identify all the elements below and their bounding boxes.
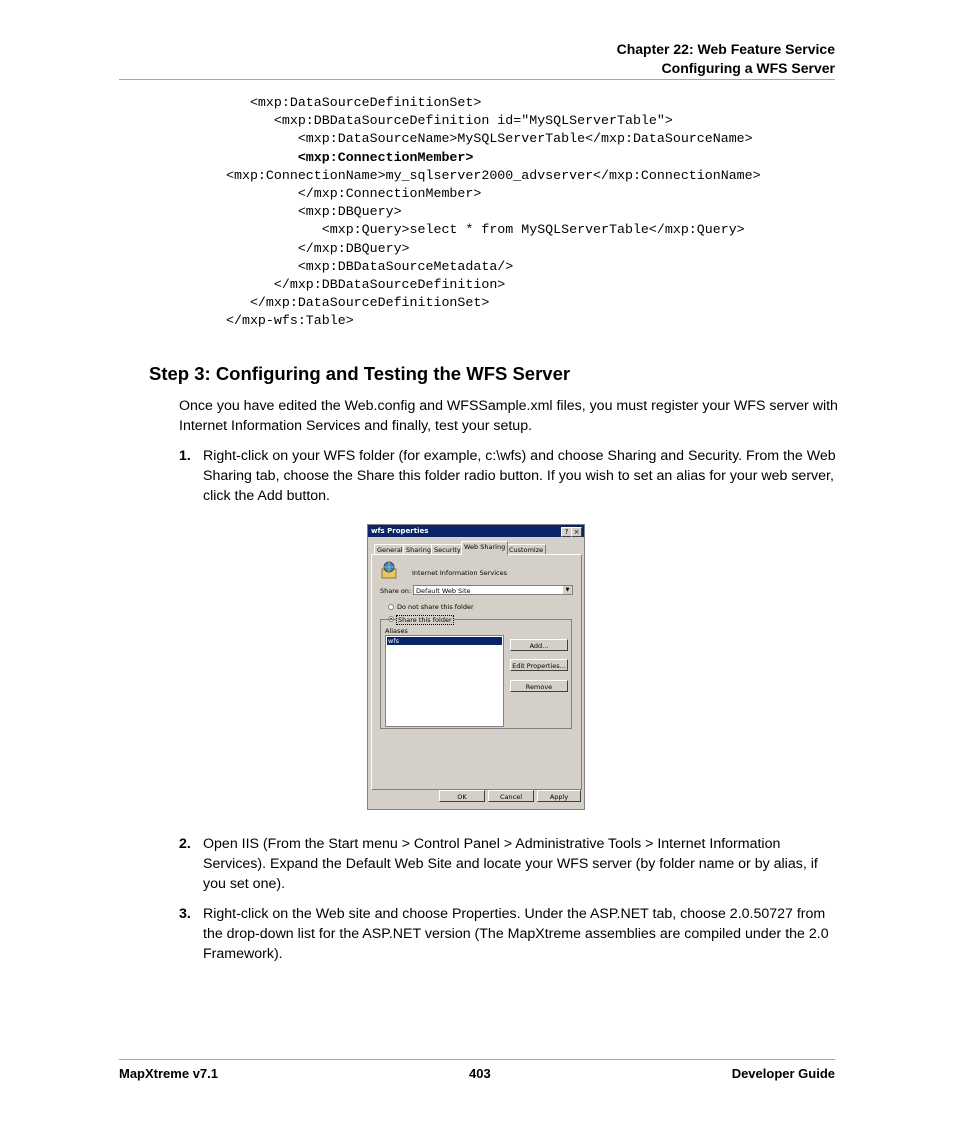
tab-security[interactable]: Security xyxy=(431,544,464,555)
chevron-down-icon[interactable]: ▼ xyxy=(563,586,572,594)
share-on-value: Default Web Site xyxy=(416,587,471,595)
code-line: <mxp:ConnectionName>my_sqlserver2000_advserver</mxp:ConnectionName> xyxy=(226,167,761,183)
properties-dialog xyxy=(367,524,585,810)
aliases-label: Aliases xyxy=(385,627,408,635)
code-line: <mxp:Query>select * from MySQLServerTable</mxp:Query> xyxy=(226,222,745,238)
cancel-button[interactable]: Cancel xyxy=(488,790,534,802)
help-button[interactable]: ? xyxy=(561,527,572,537)
remove-button[interactable]: Remove xyxy=(510,680,568,692)
service-label: Internet Information Services xyxy=(412,569,507,577)
step-text: Right-click on your WFS folder (for example, c:\wfs) and choose Sharing and Security. From the Web Sharing tab, choose the Share this folder radio button. If you wish to set an alias for your web server, click the Add button. xyxy=(203,448,836,504)
share-on-label: Share on: xyxy=(380,587,412,595)
edit-properties-button[interactable]: Edit Properties... xyxy=(510,659,568,671)
step-heading: Step 3: Configuring and Testing the WFS Server xyxy=(149,363,571,384)
step-number: 1. xyxy=(179,448,191,464)
code-line: <mxp:DBDataSourceDefinition id="MySQLServerTable"> xyxy=(226,113,673,129)
code-line: </mxp:ConnectionMember> xyxy=(226,186,482,202)
code-line-bold: <mxp:ConnectionMember> xyxy=(226,149,474,165)
web-sharing-panel xyxy=(371,554,582,790)
footer-guide: Developer Guide xyxy=(731,1066,835,1081)
step-text: Open IIS (From the Start menu > Control Panel > Administrative Tools > Internet Information Services). Expand the Default Web Site and locate your WFS server (by folder name or by alias, if you set one). xyxy=(203,836,818,892)
page-number: 403 xyxy=(469,1066,491,1081)
step-number: 2. xyxy=(179,836,191,852)
step-number: 3. xyxy=(179,906,191,922)
aliases-list[interactable] xyxy=(385,635,504,727)
radio-share-label: Share this folder xyxy=(398,616,452,624)
section-title: Configuring a WFS Server xyxy=(661,60,835,76)
code-line: </mxp-wfs:Table> xyxy=(226,313,354,329)
intro-paragraph: Once you have edited the Web.config and WFSSample.xml files, you must register your WFS server with Internet Information Services and finally, test your setup. xyxy=(179,398,838,434)
apply-button[interactable]: Apply xyxy=(537,790,581,802)
code-line: </mxp:DataSourceDefinitionSet> xyxy=(226,295,490,311)
code-line: </mxp:DBQuery> xyxy=(226,240,410,256)
footer-rule xyxy=(119,1059,835,1060)
code-line: </mxp:DBDataSourceDefinition> xyxy=(226,277,506,293)
close-button[interactable]: × xyxy=(571,527,582,537)
list-item[interactable]: wfs xyxy=(387,637,502,645)
code-line: <mxp:DataSourceDefinitionSet> xyxy=(226,95,482,110)
dialog-title: wfs Properties xyxy=(368,525,584,537)
chapter-title: Chapter 22: Web Feature Service xyxy=(616,41,835,57)
footer-product: MapXtreme v7.1 xyxy=(119,1066,218,1081)
globe-folder-icon xyxy=(380,561,398,579)
step-text: Right-click on the Web site and choose Properties. Under the ASP.NET tab, choose 2.0.50727 from the drop-down list for the ASP.NET version (The MapXtreme assemblies are compiled under the 2.0 Framework). xyxy=(203,906,829,962)
code-block xyxy=(226,94,761,331)
add-button[interactable]: Add... xyxy=(510,639,568,651)
tab-web-sharing[interactable]: Web Sharing xyxy=(461,541,508,555)
code-line: <mxp:DBDataSourceMetadata/> xyxy=(226,258,514,274)
code-line: <mxp:DBQuery> xyxy=(226,204,402,220)
tab-sharing[interactable]: Sharing xyxy=(403,544,434,555)
header-rule xyxy=(119,79,835,80)
tab-general[interactable]: General xyxy=(374,544,406,555)
radio-no-share-label: Do not share this folder xyxy=(397,603,474,611)
share-on-select[interactable] xyxy=(413,585,573,595)
tab-customize[interactable]: Customize xyxy=(506,544,546,555)
ok-button[interactable]: OK xyxy=(439,790,485,802)
code-line: <mxp:DataSourceName>MySQLServerTable</mxp:DataSourceName> xyxy=(226,131,753,147)
running-header xyxy=(617,40,835,78)
radio-no-share[interactable] xyxy=(388,604,394,610)
